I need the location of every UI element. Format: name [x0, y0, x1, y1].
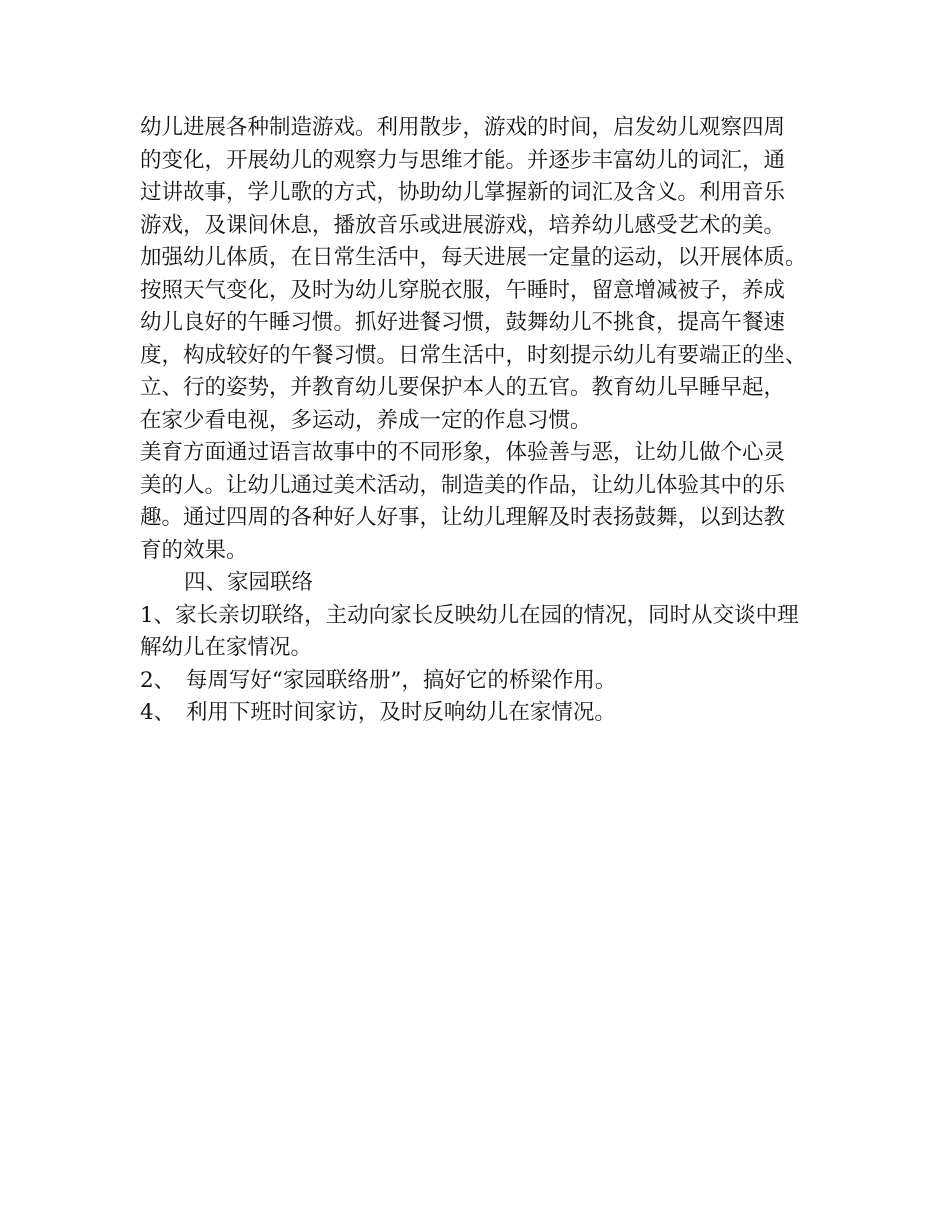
list-item: 4、 利用下班时间家访，及时反响幼儿在家情况。 [140, 700, 616, 725]
paragraph-line: 度，构成较好的午餐习惯。日常生活中，时刻提示幼儿有要端正的坐、 [140, 342, 807, 368]
paragraph-line: 育的效果。 [140, 537, 248, 563]
paragraph-line: 游戏，及课间休息，播放音乐或进展游戏，培养幼儿感受艺术的美。 [140, 212, 786, 238]
paragraph-line: 美育方面通过语言故事中的不同形象，体验善与恶，让幼儿做个心灵 [140, 440, 786, 465]
paragraph-line: 在家少看电视，多运动，养成一定的作息习惯。 [140, 407, 592, 433]
paragraph-line: 幼儿进展各种制造游戏。利用散步，游戏的时间，启发幼儿观察四周 [140, 115, 786, 140]
paragraph-line: 立、行的姿势，并教育幼儿要保护本人的五官。教育幼儿早睡早起， [140, 375, 786, 400]
list-item: 2、 每周写好“家园联络册”，搞好它的桥梁作用。 [140, 667, 617, 693]
document-body [140, 112, 840, 730]
section-heading: 四、家园联络 [184, 570, 314, 595]
paragraph-line: 加强幼儿体质，在日常生活中，每天进展一定量的运动，以开展体质。 [140, 245, 807, 270]
paragraph-line: 过讲故事，学儿歌的方式，协助幼儿掌握新的词汇及含义。利用音乐 [140, 180, 786, 205]
list-item-continuation: 解幼儿在家情况。 [140, 635, 313, 660]
paragraph-line: 按照天气变化，及时为幼儿穿脱衣服，午睡时，留意增减被子，养成 [140, 277, 786, 303]
paragraph-line: 美的人。让幼儿通过美术活动，制造美的作品，让幼儿体验其中的乐 [140, 472, 786, 498]
paragraph-line: 幼儿良好的午睡习惯。抓好进餐习惯，鼓舞幼儿不挑食，提高午餐速 [140, 310, 786, 335]
paragraph-line: 趣。通过四周的各种好人好事，让幼儿理解及时表扬鼓舞，以到达教 [140, 505, 786, 530]
list-item: 1、家长亲切联络，主动向家长反映幼儿在园的情况，同时从交谈中理 [140, 602, 799, 628]
paragraph-line: 的变化，开展幼儿的观察力与思维才能。并逐步丰富幼儿的词汇，通 [140, 147, 786, 173]
